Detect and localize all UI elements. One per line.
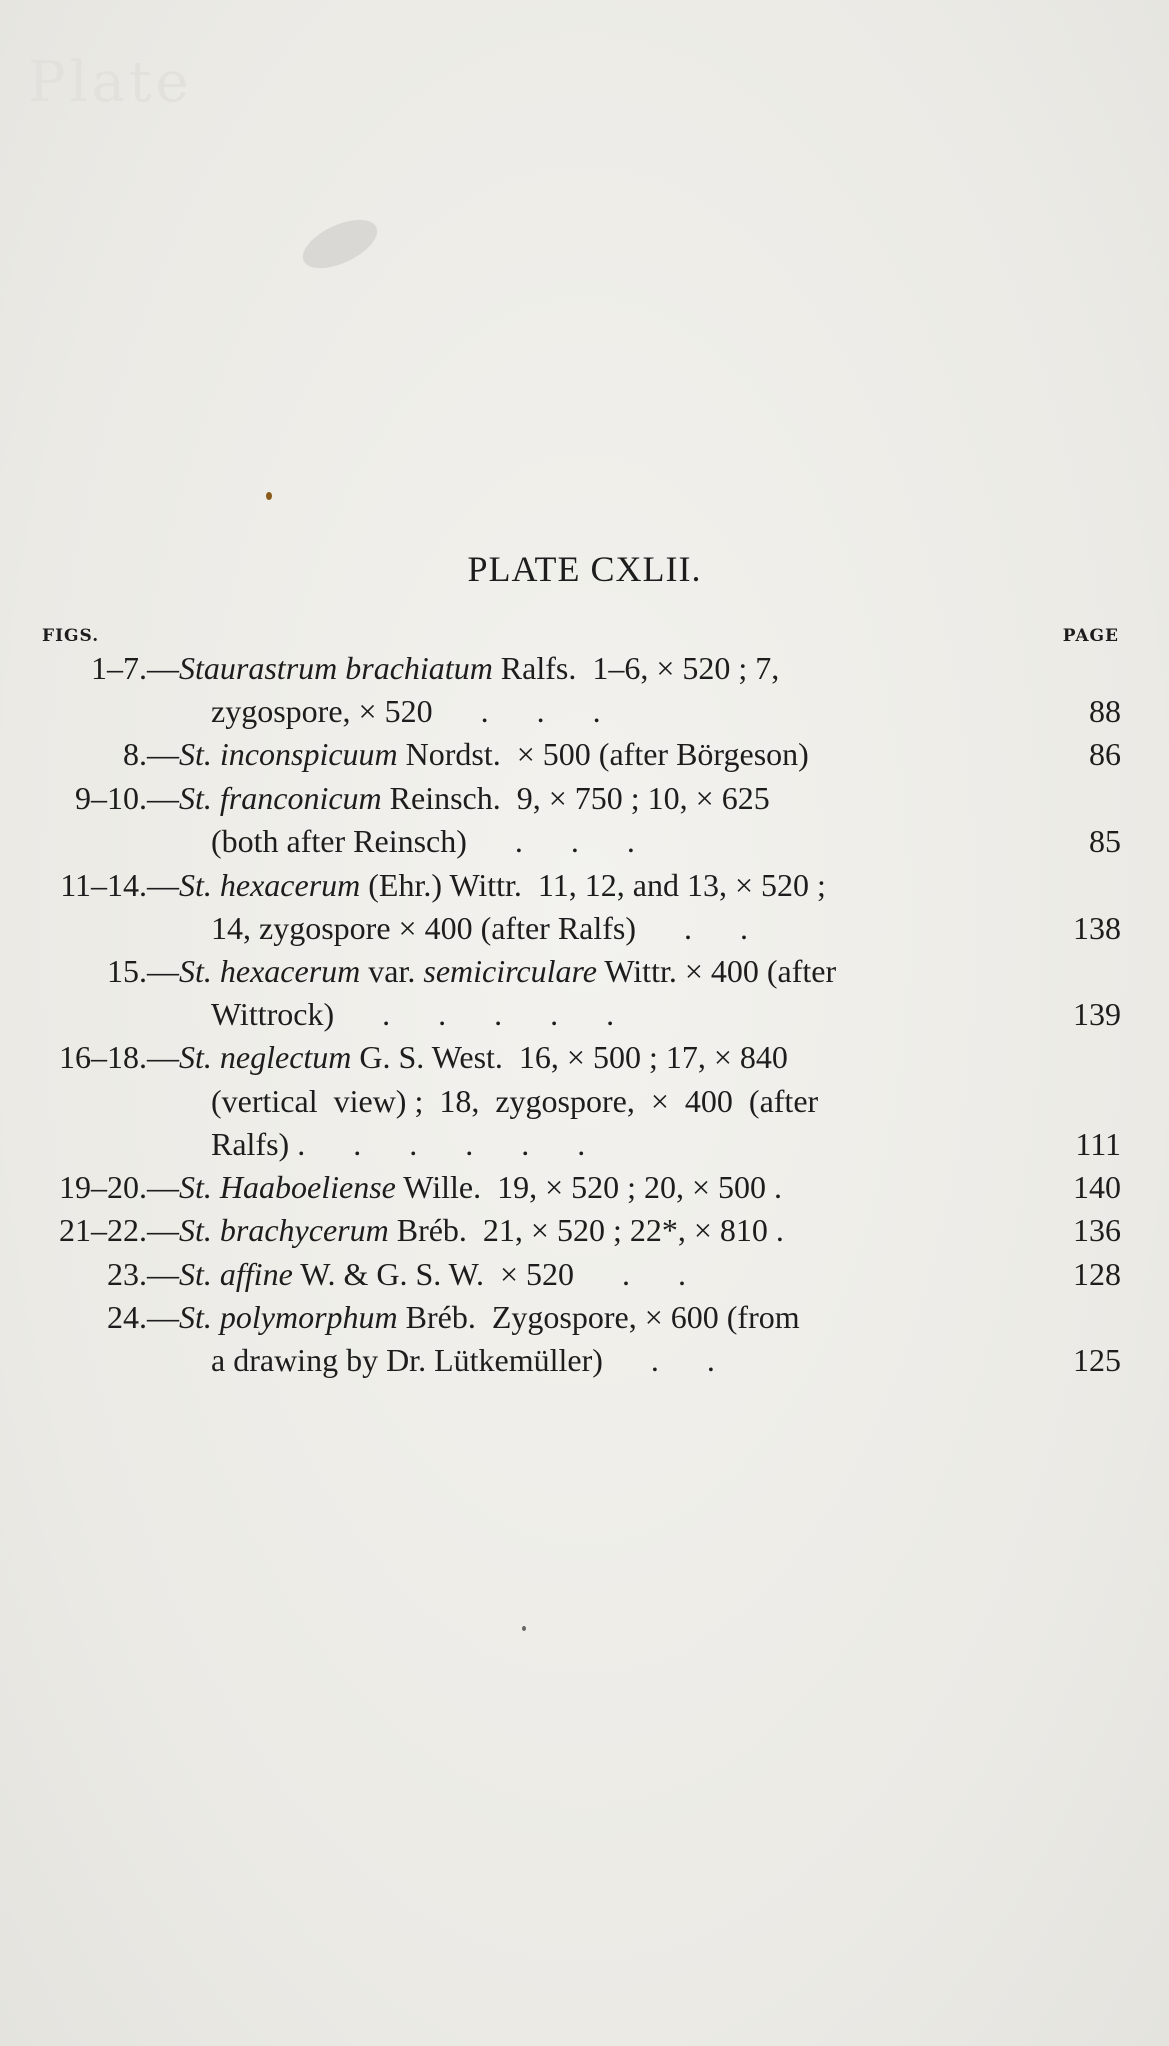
entry-line	[0, 1256, 1169, 1296]
entry-text: zygospore, × 520 . . .	[211, 693, 601, 729]
stain-mark	[296, 210, 385, 278]
entry-text: (vertical view) ; 18, zygospore, × 400 (after	[211, 1083, 819, 1119]
variety-prefix: var.	[360, 953, 424, 989]
entry-text: W. & G. S. W. × 520 . .	[292, 1256, 686, 1292]
page-number: 140	[1073, 1169, 1121, 1205]
page-number: 138	[1073, 910, 1121, 946]
entry-line	[0, 910, 1169, 950]
species-name: St. polymorphum	[179, 1299, 398, 1335]
page-number: 85	[1089, 823, 1121, 859]
figure-number: 16–18.—	[59, 1039, 179, 1075]
page-number: 128	[1073, 1256, 1121, 1292]
entry-text: a drawing by Dr. Lütkemüller) . .	[211, 1342, 715, 1378]
figs-column-header: FIGS.	[42, 626, 100, 646]
show-through-text: Plate	[28, 50, 193, 115]
entry-text: (Ehr.) Wittr. 11, 12, and 13, × 520 ;	[360, 867, 826, 903]
entry-line	[0, 996, 1169, 1036]
page-number: 136	[1073, 1212, 1121, 1248]
page-number: 139	[1073, 996, 1121, 1032]
species-name: St. franconicum	[179, 780, 382, 816]
entry-line	[0, 693, 1169, 733]
page-column-header: PAGE	[1062, 626, 1119, 646]
entry-line	[0, 1342, 1169, 1382]
entry-line	[0, 1299, 1169, 1339]
species-name: St. Haaboeliense	[179, 1169, 396, 1205]
entry-text: Wittr. × 400 (after	[596, 953, 837, 989]
page-number: 111	[1075, 1126, 1121, 1162]
ink-speck	[522, 1626, 526, 1631]
entry-line	[0, 736, 1169, 776]
entry-line	[0, 1039, 1169, 1079]
page-number: 88	[1089, 693, 1121, 729]
entry-line	[0, 867, 1169, 907]
entry-text: (both after Reinsch) . . .	[211, 823, 635, 859]
page-number: 125	[1073, 1342, 1121, 1378]
entry-line	[0, 780, 1169, 820]
entry-line	[0, 1083, 1169, 1123]
species-name: St. inconspicuum	[179, 736, 398, 772]
species-name: St. affine	[179, 1256, 293, 1292]
figure-number: 8.—	[123, 736, 179, 772]
figure-number: 15.—	[107, 953, 179, 989]
species-name: Staurastrum brachiatum	[179, 650, 493, 686]
entry-line	[0, 650, 1169, 690]
entry-text: Wille. 19, × 520 ; 20, × 500 .	[395, 1169, 783, 1205]
plate-title: PLATE CXLII.	[467, 549, 702, 589]
figure-number: 23.—	[107, 1256, 179, 1292]
entry-text: G. S. West. 16, × 500 ; 17, × 840	[351, 1039, 788, 1075]
entry-line	[0, 1169, 1169, 1209]
entry-line	[0, 1212, 1169, 1252]
entry-text: Ralfs. 1–6, × 520 ; 7,	[492, 650, 780, 686]
variety-name: semicirculare	[423, 953, 597, 989]
entry-text: 14, zygospore × 400 (after Ralfs) . .	[211, 910, 749, 946]
species-name: St. brachycerum	[179, 1212, 389, 1248]
species-name: St. neglectum	[179, 1039, 352, 1075]
figure-number: 9–10.—	[75, 780, 179, 816]
species-name: St. hexacerum	[179, 867, 361, 903]
figure-number: 21–22.—	[59, 1212, 179, 1248]
figure-number: 1–7.—	[91, 650, 179, 686]
entry-text: Reinsch. 9, × 750 ; 10, × 625	[381, 780, 770, 816]
entry-text: Wittrock) . . . . .	[211, 996, 615, 1032]
entry-line	[0, 823, 1169, 863]
ink-speck	[266, 492, 272, 500]
entry-line	[0, 1126, 1169, 1166]
figure-number: 24.—	[107, 1299, 179, 1335]
entry-text: Bréb. 21, × 520 ; 22*, × 810 .	[388, 1212, 784, 1248]
entry-text: Nordst. × 500 (after Börgeson)	[397, 736, 809, 772]
page-number: 86	[1089, 736, 1121, 772]
entry-text: Bréb. Zygospore, × 600 (from	[397, 1299, 800, 1335]
species-name: St. hexacerum	[179, 953, 361, 989]
entry-text: Ralfs) . . . . . .	[211, 1126, 586, 1162]
figure-number: 19–20.—	[59, 1169, 179, 1205]
figure-number: 11–14.—	[60, 867, 179, 903]
entry-line	[0, 953, 1169, 993]
